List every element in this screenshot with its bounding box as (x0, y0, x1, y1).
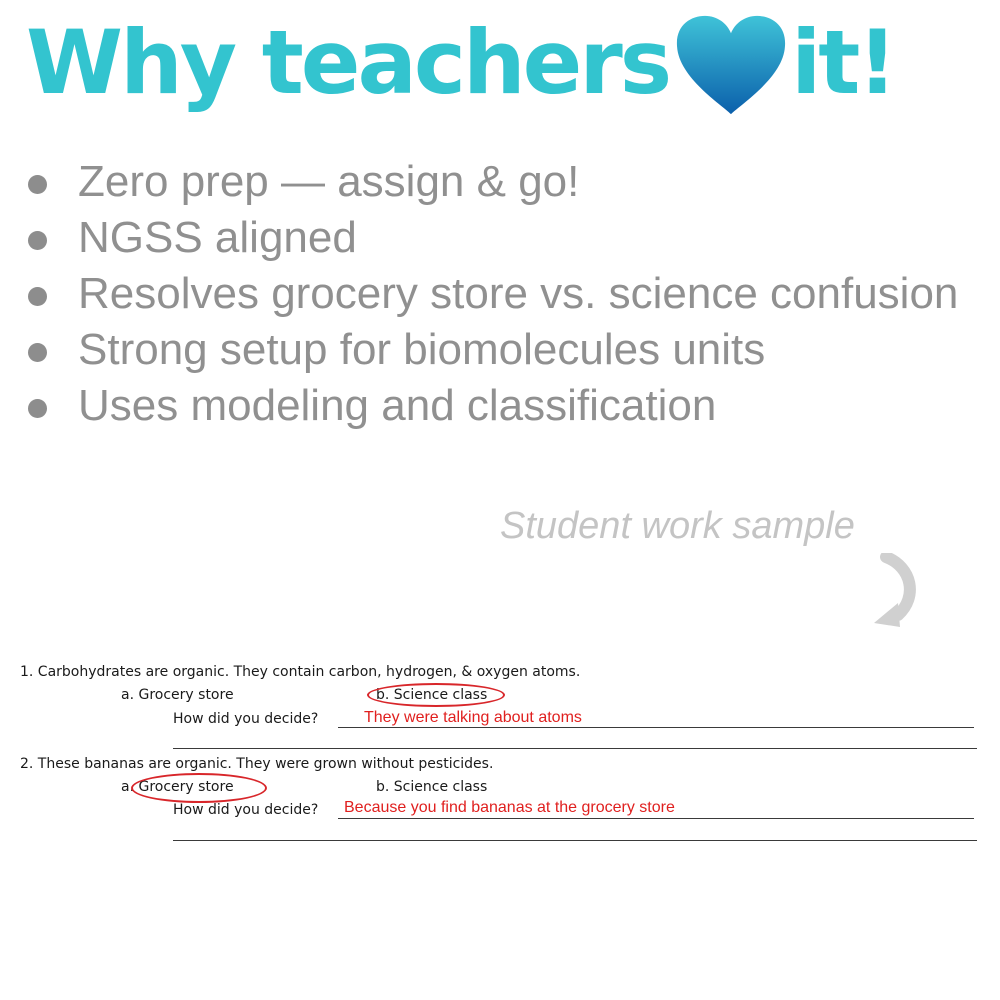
bullet-dot-icon (28, 343, 47, 362)
student-work-caption: Student work sample (500, 505, 855, 547)
curved-arrow-down-icon (868, 553, 924, 637)
answer-line (173, 840, 977, 841)
q1-option-a: a. Grocery store (121, 687, 234, 703)
title-text-before: Why teachers (26, 11, 670, 114)
list-item (26, 154, 958, 210)
list-item (26, 266, 958, 322)
q1-student-answer: They were talking about atoms (364, 709, 582, 726)
q1-prompt: How did you decide? (173, 711, 319, 727)
bullet-dot-icon (28, 175, 47, 194)
q2-prompt: How did you decide? (173, 802, 319, 818)
bullet-text: Uses modeling and classification (78, 381, 717, 430)
bullet-dot-icon (28, 231, 47, 250)
page-title (26, 8, 986, 118)
feature-list (26, 154, 958, 434)
q2-option-a: a. Grocery store (121, 779, 234, 795)
question-2-text: 2. These bananas are organic. They were grown without pesticides. (20, 756, 494, 772)
q1-answer-circle (367, 683, 505, 707)
heart-icon (673, 14, 789, 118)
list-item (26, 210, 958, 266)
bullet-text: NGSS aligned (78, 213, 357, 262)
title-text-after: it! (791, 11, 895, 114)
list-item (26, 378, 958, 434)
q2-student-answer: Because you find bananas at the grocery store (344, 799, 675, 816)
list-item (26, 322, 958, 378)
q1-option-b: b. Science class (376, 687, 488, 703)
bullet-text: Resolves grocery store vs. science confusion (78, 269, 959, 318)
answer-line (338, 818, 974, 819)
q2-answer-circle (131, 773, 267, 803)
bullet-dot-icon (28, 399, 47, 418)
bullet-dot-icon (28, 287, 47, 306)
question-1-text: 1. Carbohydrates are organic. They contain carbon, hydrogen, & oxygen atoms. (20, 664, 581, 680)
bullet-text: Zero prep — assign & go! (78, 157, 580, 206)
q2-option-b: b. Science class (376, 779, 488, 795)
bullet-text: Strong setup for biomolecules units (78, 325, 766, 374)
answer-line (338, 727, 974, 728)
answer-line (173, 748, 977, 749)
